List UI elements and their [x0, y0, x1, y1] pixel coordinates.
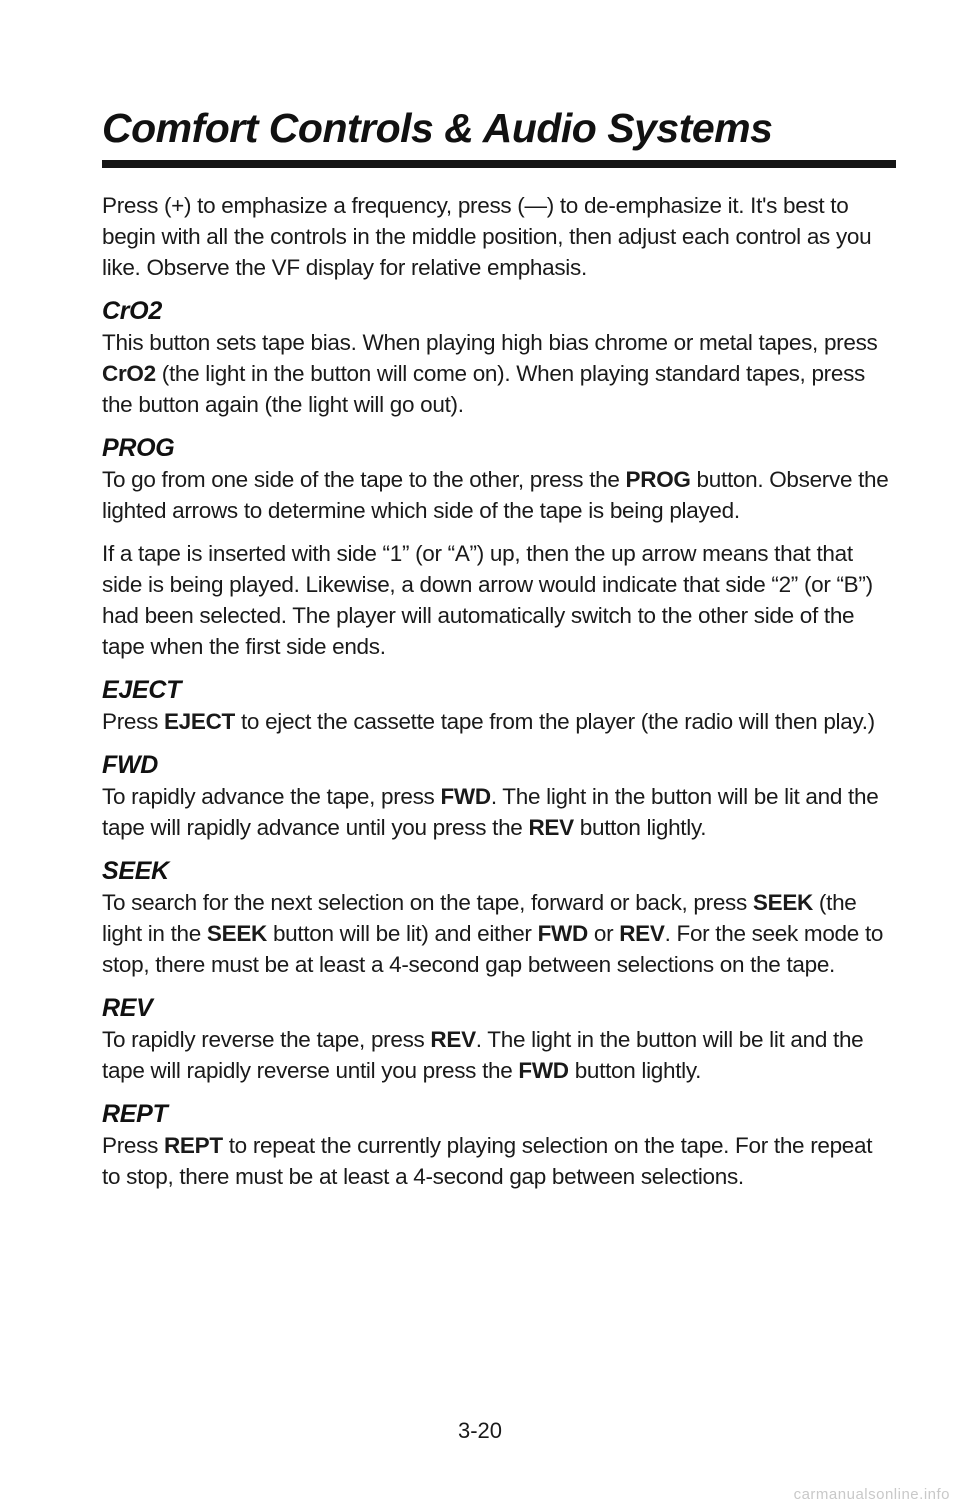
section-heading-eject: EJECT: [102, 676, 182, 704]
section-heading-fwd: FWD: [102, 751, 159, 779]
keyword-fwd: FWD: [537, 921, 588, 946]
text-run: button lightly.: [573, 815, 707, 840]
text-run: To rapidly advance the tape, press: [102, 784, 441, 809]
keyword-cro2: CrO2: [102, 361, 156, 386]
keyword-seek: SEEK: [752, 890, 813, 915]
keyword-fwd: FWD: [518, 1058, 569, 1083]
text-run: . The light in the button will be lit and the tape will rapidly reverse until you press the: [102, 1027, 864, 1083]
keyword-fwd: FWD: [440, 784, 491, 809]
text-run: Press: [102, 709, 164, 734]
eject-paragraph: [102, 706, 892, 737]
text-run: or: [587, 921, 620, 946]
text-run: button will be lit) and either: [267, 921, 538, 946]
section-rev: [102, 992, 892, 1086]
footer-watermark: carmanualsonline.info: [793, 1486, 950, 1503]
text-run: . The light in the button will be lit and the tape will rapidly advance until you press the: [102, 784, 879, 840]
cro2-paragraph: [102, 327, 892, 420]
section-fwd: [102, 749, 892, 843]
text-run: to repeat the currently playing selection on the tape. For the repeat to stop, there must be at least a 4-second gap between selections.: [102, 1133, 873, 1189]
page-content: [102, 190, 892, 1204]
prog-paragraph: [102, 464, 892, 526]
rev-paragraph: [102, 1024, 892, 1086]
intro-paragraph: Press (+) to emphasize a frequency, press (—) to de-emphasize it. It's best to begin with all the controls in the middle position, then adjust each control as you like. Observe the VF display for relative emphasis.: [102, 193, 872, 280]
keyword-seek: SEEK: [206, 921, 267, 946]
section-heading-rept: REPT: [102, 1100, 168, 1128]
keyword-eject: EJECT: [163, 709, 235, 734]
prog-side-paragraph: If a tape is inserted with side “1” (or “A”) up, then the up arrow means that that side is being played. Likewise, a down arrow would indicate that side “2” (or “B”) had been selected. The player will automatically switch to the other side of the tape when the first side ends.: [102, 541, 873, 659]
section-heading-cro2: CrO2: [102, 297, 162, 325]
text-run: button. Observe the lighted arrows to determine which side of the tape is being played.: [102, 467, 889, 523]
text-run: Press: [102, 1133, 164, 1158]
keyword-rept: REPT: [163, 1133, 223, 1158]
keyword-prog: PROG: [625, 467, 691, 492]
page-number: 3-20: [457, 1418, 503, 1443]
section-heading-seek: SEEK: [102, 857, 169, 885]
seek-paragraph: [102, 887, 892, 980]
page-title: Comfort Controls & Audio Systems: [102, 105, 773, 151]
text-run: button lightly.: [568, 1058, 702, 1083]
text-run: to eject the cassette tape from the player (the radio will then play.): [235, 709, 875, 734]
section-heading-prog: PROG: [102, 434, 175, 462]
section-cro2: [102, 295, 892, 420]
section-heading-rev: REV: [102, 994, 153, 1022]
page-header: [102, 102, 896, 168]
text-run: To go from one side of the tape to the other, press the: [102, 467, 626, 492]
section-rept: [102, 1098, 892, 1192]
text-run: This button sets tape bias. When playing high bias chrome or metal tapes, press: [102, 330, 878, 355]
section-seek: [102, 855, 892, 980]
header-rule: [102, 160, 896, 168]
section-eject: [102, 674, 892, 737]
text-run: To rapidly reverse the tape, press: [102, 1027, 431, 1052]
text-run: . For the seek mode to stop, there must be at least a 4-second gap between selections on the tape.: [102, 921, 884, 977]
section-prog: [102, 432, 892, 662]
rept-paragraph: [102, 1130, 892, 1192]
text-run: To search for the next selection on the tape, forward or back, press: [102, 890, 753, 915]
fwd-paragraph: [102, 781, 892, 843]
keyword-rev: REV: [619, 921, 665, 946]
keyword-rev: REV: [430, 1027, 476, 1052]
text-run: (the light in the button will come on). When playing standard tapes, press the button again (the light will go out).: [102, 361, 865, 417]
keyword-rev: REV: [528, 815, 574, 840]
text-run: (the light in the: [102, 890, 857, 946]
